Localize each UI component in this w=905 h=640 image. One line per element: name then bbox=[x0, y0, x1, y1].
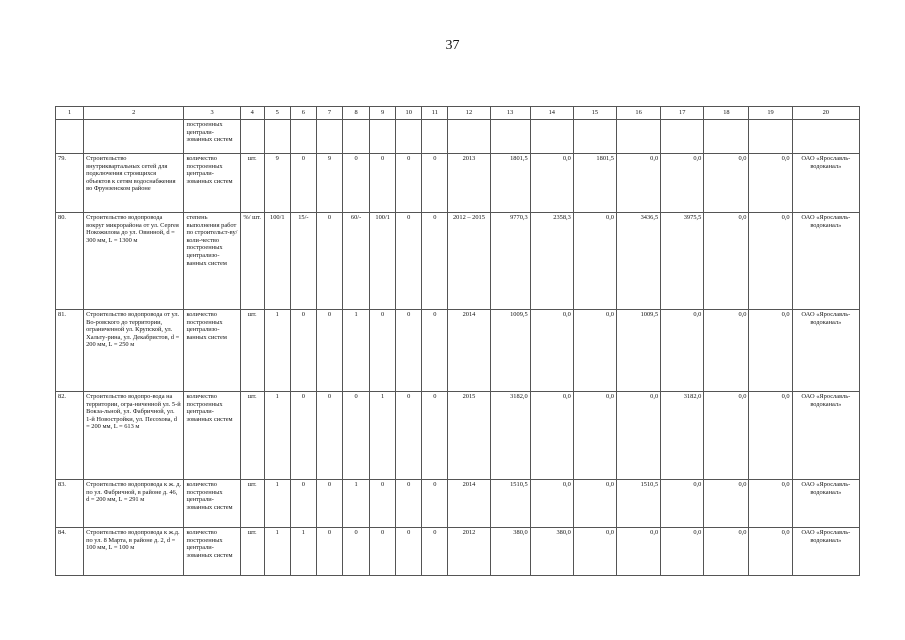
target-2017-cell: 0 bbox=[422, 480, 448, 528]
executor-cell: ОАО «Ярославль-водоканал» bbox=[792, 528, 859, 576]
target-2013-cell: 0 bbox=[316, 213, 342, 310]
row-number-cell: 79. bbox=[56, 154, 84, 213]
row-number-cell: 83. bbox=[56, 480, 84, 528]
target-2014-cell: 0 bbox=[343, 392, 370, 480]
target-2015-cell: 0 bbox=[370, 480, 396, 528]
target-2015-cell: 0 bbox=[370, 154, 396, 213]
executor-cell: ОАО «Ярославль-водоканал» bbox=[792, 154, 859, 213]
table-row bbox=[56, 213, 860, 310]
activity-name-cell: Строительство водопровода от ул. Во-ровского до территории, ограниченной ул. Крупской, ул. Хальту-рина, ул. Декабристов, d = 200 мм, L = 250 м bbox=[84, 310, 184, 392]
funding-2012-cell: 0,0 bbox=[530, 480, 573, 528]
funding-2014-cell: 0,0 bbox=[617, 528, 661, 576]
implementation-period-cell: 2015 bbox=[448, 392, 490, 480]
activity-name-cell bbox=[84, 120, 184, 154]
executor-cell: ОАО «Ярославль-водоканал» bbox=[792, 213, 859, 310]
activity-name-cell: Строительство водопро-вода на территории, огра-ниченной ул. 5-й Вокза-льной, ул. Фабричной, ул. 1-й Новостройки, ул. Песохова, d = 200 мм, L = 613 м bbox=[84, 392, 184, 480]
funding-2015-cell bbox=[661, 120, 704, 154]
funding-2012-cell: 0,0 bbox=[530, 154, 573, 213]
implementation-period-cell bbox=[448, 120, 490, 154]
target-2016-cell: 0 bbox=[396, 154, 422, 213]
table-row bbox=[56, 120, 860, 154]
header-cell: 14 bbox=[530, 107, 573, 120]
target-total-cell: 1 bbox=[264, 310, 290, 392]
funding-2012-cell: 380,0 bbox=[530, 528, 573, 576]
header-cell: 20 bbox=[792, 107, 859, 120]
activity-name-cell: Строительство внутриквартальных сетей для подключения строящихся объектов к сетям водоснабжения во Фрунзенском районе bbox=[84, 154, 184, 213]
funding-2016-cell: 0,0 bbox=[704, 154, 749, 213]
funding-total-cell bbox=[490, 120, 530, 154]
header-cell: 6 bbox=[290, 107, 316, 120]
table-row bbox=[56, 480, 860, 528]
target-2017-cell: 0 bbox=[422, 154, 448, 213]
target-2013-cell: 0 bbox=[316, 392, 342, 480]
indicator-name-cell: количество построенных централизо-ванных систем bbox=[184, 310, 240, 392]
table-row bbox=[56, 528, 860, 576]
funding-2015-cell: 0,0 bbox=[661, 310, 704, 392]
funding-2017-cell: 0,0 bbox=[749, 154, 792, 213]
activity-name-cell: Строительство водопровода к ж. д. по ул. Фабричной, в районе д. 46, d = 200 мм, L = 291 м bbox=[84, 480, 184, 528]
funding-2015-cell: 0,0 bbox=[661, 528, 704, 576]
header-cell: 17 bbox=[661, 107, 704, 120]
row-number-cell: 82. bbox=[56, 392, 84, 480]
unit-cell: шт. bbox=[240, 310, 264, 392]
funding-2012-cell: 0,0 bbox=[530, 392, 573, 480]
header-cell: 7 bbox=[316, 107, 342, 120]
implementation-period-cell: 2014 bbox=[448, 310, 490, 392]
target-2016-cell bbox=[396, 120, 422, 154]
indicator-name-cell: количество построенных централи-зованных систем bbox=[184, 154, 240, 213]
table-row bbox=[56, 154, 860, 213]
target-2015-cell: 100/1 bbox=[370, 213, 396, 310]
funding-2013-cell: 0,0 bbox=[573, 310, 616, 392]
funding-total-cell: 9770,3 bbox=[490, 213, 530, 310]
funding-2015-cell: 3182,0 bbox=[661, 392, 704, 480]
funding-2017-cell: 0,0 bbox=[749, 310, 792, 392]
target-total-cell: 1 bbox=[264, 480, 290, 528]
indicator-name-cell: количество построенных централи-зованных систем bbox=[184, 392, 240, 480]
funding-2015-cell: 0,0 bbox=[661, 154, 704, 213]
funding-2017-cell: 0,0 bbox=[749, 213, 792, 310]
funding-2017-cell: 0,0 bbox=[749, 392, 792, 480]
target-2015-cell: 1 bbox=[370, 392, 396, 480]
funding-2016-cell: 0,0 bbox=[704, 213, 749, 310]
funding-2015-cell: 0,0 bbox=[661, 480, 704, 528]
funding-2015-cell: 3975,5 bbox=[661, 213, 704, 310]
target-2013-cell bbox=[316, 120, 342, 154]
funding-2016-cell: 0,0 bbox=[704, 310, 749, 392]
header-row bbox=[56, 107, 860, 120]
header-cell: 1 bbox=[56, 107, 84, 120]
table-row bbox=[56, 310, 860, 392]
header-cell: 10 bbox=[396, 107, 422, 120]
funding-total-cell: 3182,0 bbox=[490, 392, 530, 480]
target-total-cell: 9 bbox=[264, 154, 290, 213]
funding-2013-cell: 0,0 bbox=[573, 480, 616, 528]
target-total-cell bbox=[264, 120, 290, 154]
target-total-cell: 1 bbox=[264, 528, 290, 576]
header-cell: 8 bbox=[343, 107, 370, 120]
table-row bbox=[56, 392, 860, 480]
target-2017-cell: 0 bbox=[422, 528, 448, 576]
target-2017-cell bbox=[422, 120, 448, 154]
target-2015-cell: 0 bbox=[370, 528, 396, 576]
target-2012-cell: 0 bbox=[290, 392, 316, 480]
funding-2012-cell bbox=[530, 120, 573, 154]
funding-2013-cell: 1801,5 bbox=[573, 154, 616, 213]
target-2012-cell: 15/- bbox=[290, 213, 316, 310]
table-body bbox=[56, 120, 860, 576]
funding-2017-cell: 0,0 bbox=[749, 528, 792, 576]
header-cell: 15 bbox=[573, 107, 616, 120]
row-number-cell: 80. bbox=[56, 213, 84, 310]
target-2012-cell bbox=[290, 120, 316, 154]
target-2013-cell: 0 bbox=[316, 310, 342, 392]
funding-2014-cell: 1009,5 bbox=[617, 310, 661, 392]
funding-2013-cell: 0,0 bbox=[573, 528, 616, 576]
target-total-cell: 1 bbox=[264, 392, 290, 480]
funding-2012-cell: 2358,3 bbox=[530, 213, 573, 310]
funding-2014-cell: 0,0 bbox=[617, 392, 661, 480]
funding-2012-cell: 0,0 bbox=[530, 310, 573, 392]
funding-2016-cell: 0,0 bbox=[704, 480, 749, 528]
unit-cell: шт. bbox=[240, 528, 264, 576]
implementation-period-cell: 2012 bbox=[448, 528, 490, 576]
target-2015-cell: 0 bbox=[370, 310, 396, 392]
target-2014-cell bbox=[343, 120, 370, 154]
target-2013-cell: 9 bbox=[316, 154, 342, 213]
funding-2013-cell bbox=[573, 120, 616, 154]
executor-cell: ОАО «Ярославль-водоканал» bbox=[792, 392, 859, 480]
target-2014-cell: 60/- bbox=[343, 213, 370, 310]
unit-cell: шт. bbox=[240, 154, 264, 213]
funding-total-cell: 1510,5 bbox=[490, 480, 530, 528]
funding-2014-cell: 3436,5 bbox=[617, 213, 661, 310]
target-2012-cell: 0 bbox=[290, 154, 316, 213]
header-cell: 16 bbox=[617, 107, 661, 120]
unit-cell: шт. bbox=[240, 480, 264, 528]
indicator-name-cell: количество построенных централи-зованных систем bbox=[184, 480, 240, 528]
header-cell: 11 bbox=[422, 107, 448, 120]
header-cell: 4 bbox=[240, 107, 264, 120]
target-2012-cell: 0 bbox=[290, 310, 316, 392]
target-2017-cell: 0 bbox=[422, 392, 448, 480]
indicator-name-cell: количество построенных централи-зованных систем bbox=[184, 528, 240, 576]
funding-2014-cell: 1510,5 bbox=[617, 480, 661, 528]
row-number-cell bbox=[56, 120, 84, 154]
activity-name-cell: Строительство водопровода к ж.д. по ул. 8 Марта, в районе д. 2, d = 100 мм, L = 100 м bbox=[84, 528, 184, 576]
unit-cell: шт. bbox=[240, 392, 264, 480]
header-cell: 9 bbox=[370, 107, 396, 120]
target-2016-cell: 0 bbox=[396, 528, 422, 576]
target-2014-cell: 0 bbox=[343, 528, 370, 576]
header-cell: 13 bbox=[490, 107, 530, 120]
target-2013-cell: 0 bbox=[316, 528, 342, 576]
header-cell: 3 bbox=[184, 107, 240, 120]
header-cell: 18 bbox=[704, 107, 749, 120]
target-2016-cell: 0 bbox=[396, 310, 422, 392]
executor-cell: ОАО «Ярославль-водоканал» bbox=[792, 480, 859, 528]
target-total-cell: 100/1 bbox=[264, 213, 290, 310]
unit-cell bbox=[240, 120, 264, 154]
activity-name-cell: Строительство водопровода вокруг микрорайона от ул. Сергея Нокожилова до ул. Овинной, d = 300 мм, L = 1300 м bbox=[84, 213, 184, 310]
funding-2017-cell: 0,0 bbox=[749, 480, 792, 528]
funding-total-cell: 1009,5 bbox=[490, 310, 530, 392]
target-2017-cell: 0 bbox=[422, 213, 448, 310]
funding-2014-cell bbox=[617, 120, 661, 154]
funding-total-cell: 380,0 bbox=[490, 528, 530, 576]
funding-total-cell: 1801,5 bbox=[490, 154, 530, 213]
header-cell: 2 bbox=[84, 107, 184, 120]
target-2016-cell: 0 bbox=[396, 480, 422, 528]
target-2017-cell: 0 bbox=[422, 310, 448, 392]
target-2012-cell: 1 bbox=[290, 528, 316, 576]
funding-2016-cell bbox=[704, 120, 749, 154]
funding-2014-cell: 0,0 bbox=[617, 154, 661, 213]
target-2014-cell: 0 bbox=[343, 154, 370, 213]
program-table bbox=[55, 106, 860, 576]
funding-2016-cell: 0,0 bbox=[704, 528, 749, 576]
implementation-period-cell: 2012 – 2015 bbox=[448, 213, 490, 310]
implementation-period-cell: 2013 bbox=[448, 154, 490, 213]
row-number-cell: 81. bbox=[56, 310, 84, 392]
target-2012-cell: 0 bbox=[290, 480, 316, 528]
target-2014-cell: 1 bbox=[343, 480, 370, 528]
target-2014-cell: 1 bbox=[343, 310, 370, 392]
funding-2016-cell: 0,0 bbox=[704, 392, 749, 480]
target-2015-cell bbox=[370, 120, 396, 154]
executor-cell: ОАО «Ярославль-водоканал» bbox=[792, 310, 859, 392]
funding-2017-cell bbox=[749, 120, 792, 154]
implementation-period-cell: 2014 bbox=[448, 480, 490, 528]
row-number-cell: 84. bbox=[56, 528, 84, 576]
target-2013-cell: 0 bbox=[316, 480, 342, 528]
target-2016-cell: 0 bbox=[396, 392, 422, 480]
funding-2013-cell: 0,0 bbox=[573, 213, 616, 310]
indicator-name-cell: построенных централи-зованных систем bbox=[184, 120, 240, 154]
header-cell: 19 bbox=[749, 107, 792, 120]
funding-2013-cell: 0,0 bbox=[573, 392, 616, 480]
indicator-name-cell: степень выполнения работ по строительст-ву/ коли-чество построенных централизо-ванных систем bbox=[184, 213, 240, 310]
header-cell: 5 bbox=[264, 107, 290, 120]
page-number: 37 bbox=[445, 38, 460, 53]
unit-cell: %/ шт. bbox=[240, 213, 264, 310]
target-2016-cell: 0 bbox=[396, 213, 422, 310]
header-cell: 12 bbox=[448, 107, 490, 120]
executor-cell bbox=[792, 120, 859, 154]
